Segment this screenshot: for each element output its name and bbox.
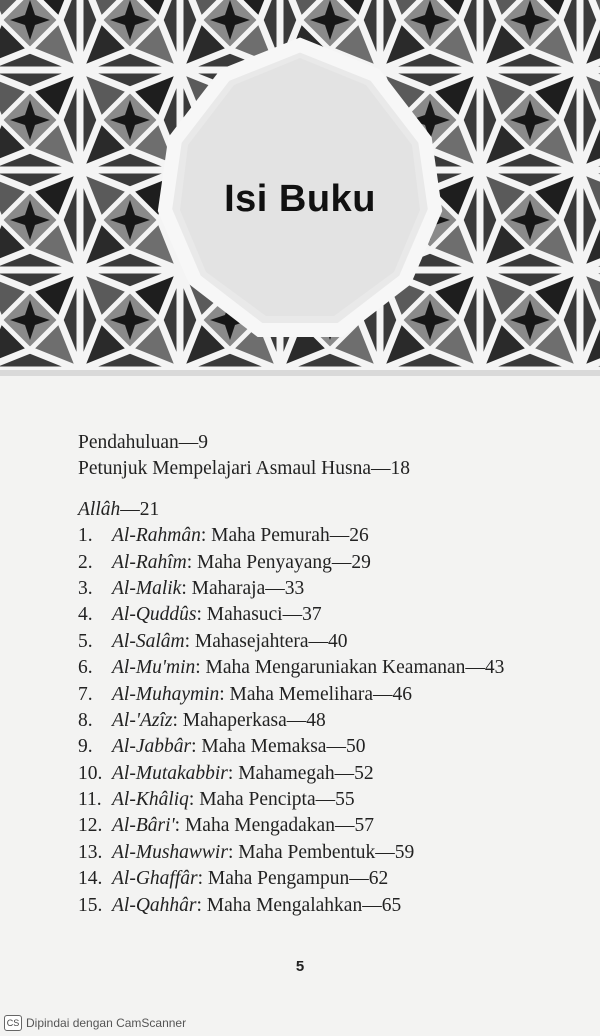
entry-meaning: : Maha Mengadakan—57 xyxy=(174,815,374,837)
toc-entry xyxy=(78,550,558,576)
entry-name: Al-Ghaffâr xyxy=(112,868,198,890)
toc-entry xyxy=(78,787,558,813)
entry-name: Al-Khâliq xyxy=(112,789,189,811)
toc-entry xyxy=(78,682,558,708)
entry-meaning: : Maha Memelihara—46 xyxy=(219,683,413,705)
entry-meaning: : Mahaperkasa—48 xyxy=(172,709,326,731)
toc-entry xyxy=(78,761,558,787)
camscanner-icon: CS xyxy=(4,1015,22,1031)
entry-name: Al-Mu'min xyxy=(112,657,196,679)
entry-meaning: : Mahamegah—52 xyxy=(227,762,374,784)
entry-meaning: : Maha Mengaruniakan Keamanan—43 xyxy=(195,657,505,679)
toc-entry xyxy=(78,708,558,734)
toc-entry xyxy=(78,840,558,866)
entry-number: 5. xyxy=(78,630,93,652)
entry-number: 10. xyxy=(78,762,103,784)
entry-meaning: : Maharaja—33 xyxy=(181,577,305,599)
entry-number: 11. xyxy=(78,789,102,811)
entry-name: Allâh xyxy=(78,498,121,520)
toc-entry xyxy=(78,734,558,760)
entry-number: 7. xyxy=(78,683,93,705)
entry-number: 12. xyxy=(78,815,103,837)
entry-number: 14. xyxy=(78,868,103,890)
camscanner-watermark xyxy=(4,1013,186,1033)
toc-entry-introduction: Pendahuluan—9 xyxy=(78,432,208,453)
entry-meaning: : Maha Pemurah—26 xyxy=(200,525,369,547)
toc-entry-allah xyxy=(78,497,558,523)
entry-name: Al-Salâm xyxy=(112,630,185,652)
entry-number: 8. xyxy=(78,709,93,731)
entry-number: 4. xyxy=(78,604,93,626)
toc-entry xyxy=(78,813,558,839)
entry-meaning: : Maha Mengalahkan—65 xyxy=(196,894,402,916)
entry-meaning: : Mahasuci—37 xyxy=(196,604,322,626)
entry-number: 1. xyxy=(78,525,93,547)
entry-number: 13. xyxy=(78,841,103,863)
page-title: Isi Buku xyxy=(224,178,376,220)
entry-meaning: : Maha Pembentuk—59 xyxy=(227,841,415,863)
entry-number: 9. xyxy=(78,736,93,758)
entry-name: Al-Muhaymin xyxy=(112,683,220,705)
camscanner-text: Dipindai dengan CamScanner xyxy=(26,1016,187,1030)
toc-entry xyxy=(78,893,558,919)
entry-name: Al-Quddûs xyxy=(112,604,197,626)
entry-name: Al-Malik xyxy=(112,577,182,599)
toc-entry xyxy=(78,629,558,655)
entry-number: 2. xyxy=(78,551,93,573)
entry-name: Al-Rahmân xyxy=(112,525,201,547)
entry-name: Al-Qahhâr xyxy=(112,894,197,916)
entry-name: Al-Rahîm xyxy=(112,551,187,573)
entry-meaning: : Maha Pengampun—62 xyxy=(197,868,389,890)
entry-number: 15. xyxy=(78,894,103,916)
entry-name: Al-Mutakabbir xyxy=(112,762,228,784)
table-of-contents xyxy=(78,430,558,919)
entry-meaning: : Maha Memaksa—50 xyxy=(191,736,366,758)
entry-meaning: : Mahasejahtera—40 xyxy=(184,630,348,652)
toc-entry-study-guide: Petunjuk Mempelajari Asmaul Husna—18 xyxy=(78,458,410,480)
toc-entry xyxy=(78,655,558,681)
entry-page: —21 xyxy=(120,498,160,520)
toc-entry xyxy=(78,602,558,628)
toc-entry xyxy=(78,576,558,602)
entry-number: 3. xyxy=(78,577,93,599)
entry-name: Al-Bâri' xyxy=(112,815,175,837)
entry-name: Al-Jabbâr xyxy=(112,736,192,758)
entry-meaning: : Maha Pencipta—55 xyxy=(188,789,355,811)
entry-name: Al-'Azîz xyxy=(112,709,173,731)
page-number: 5 xyxy=(295,958,305,975)
entry-meaning: : Maha Penyayang—29 xyxy=(186,551,371,573)
toc-entry xyxy=(78,866,558,892)
entry-name: Al-Mushawwir xyxy=(112,841,228,863)
toc-entry xyxy=(78,523,558,549)
entry-number: 6. xyxy=(78,657,93,679)
